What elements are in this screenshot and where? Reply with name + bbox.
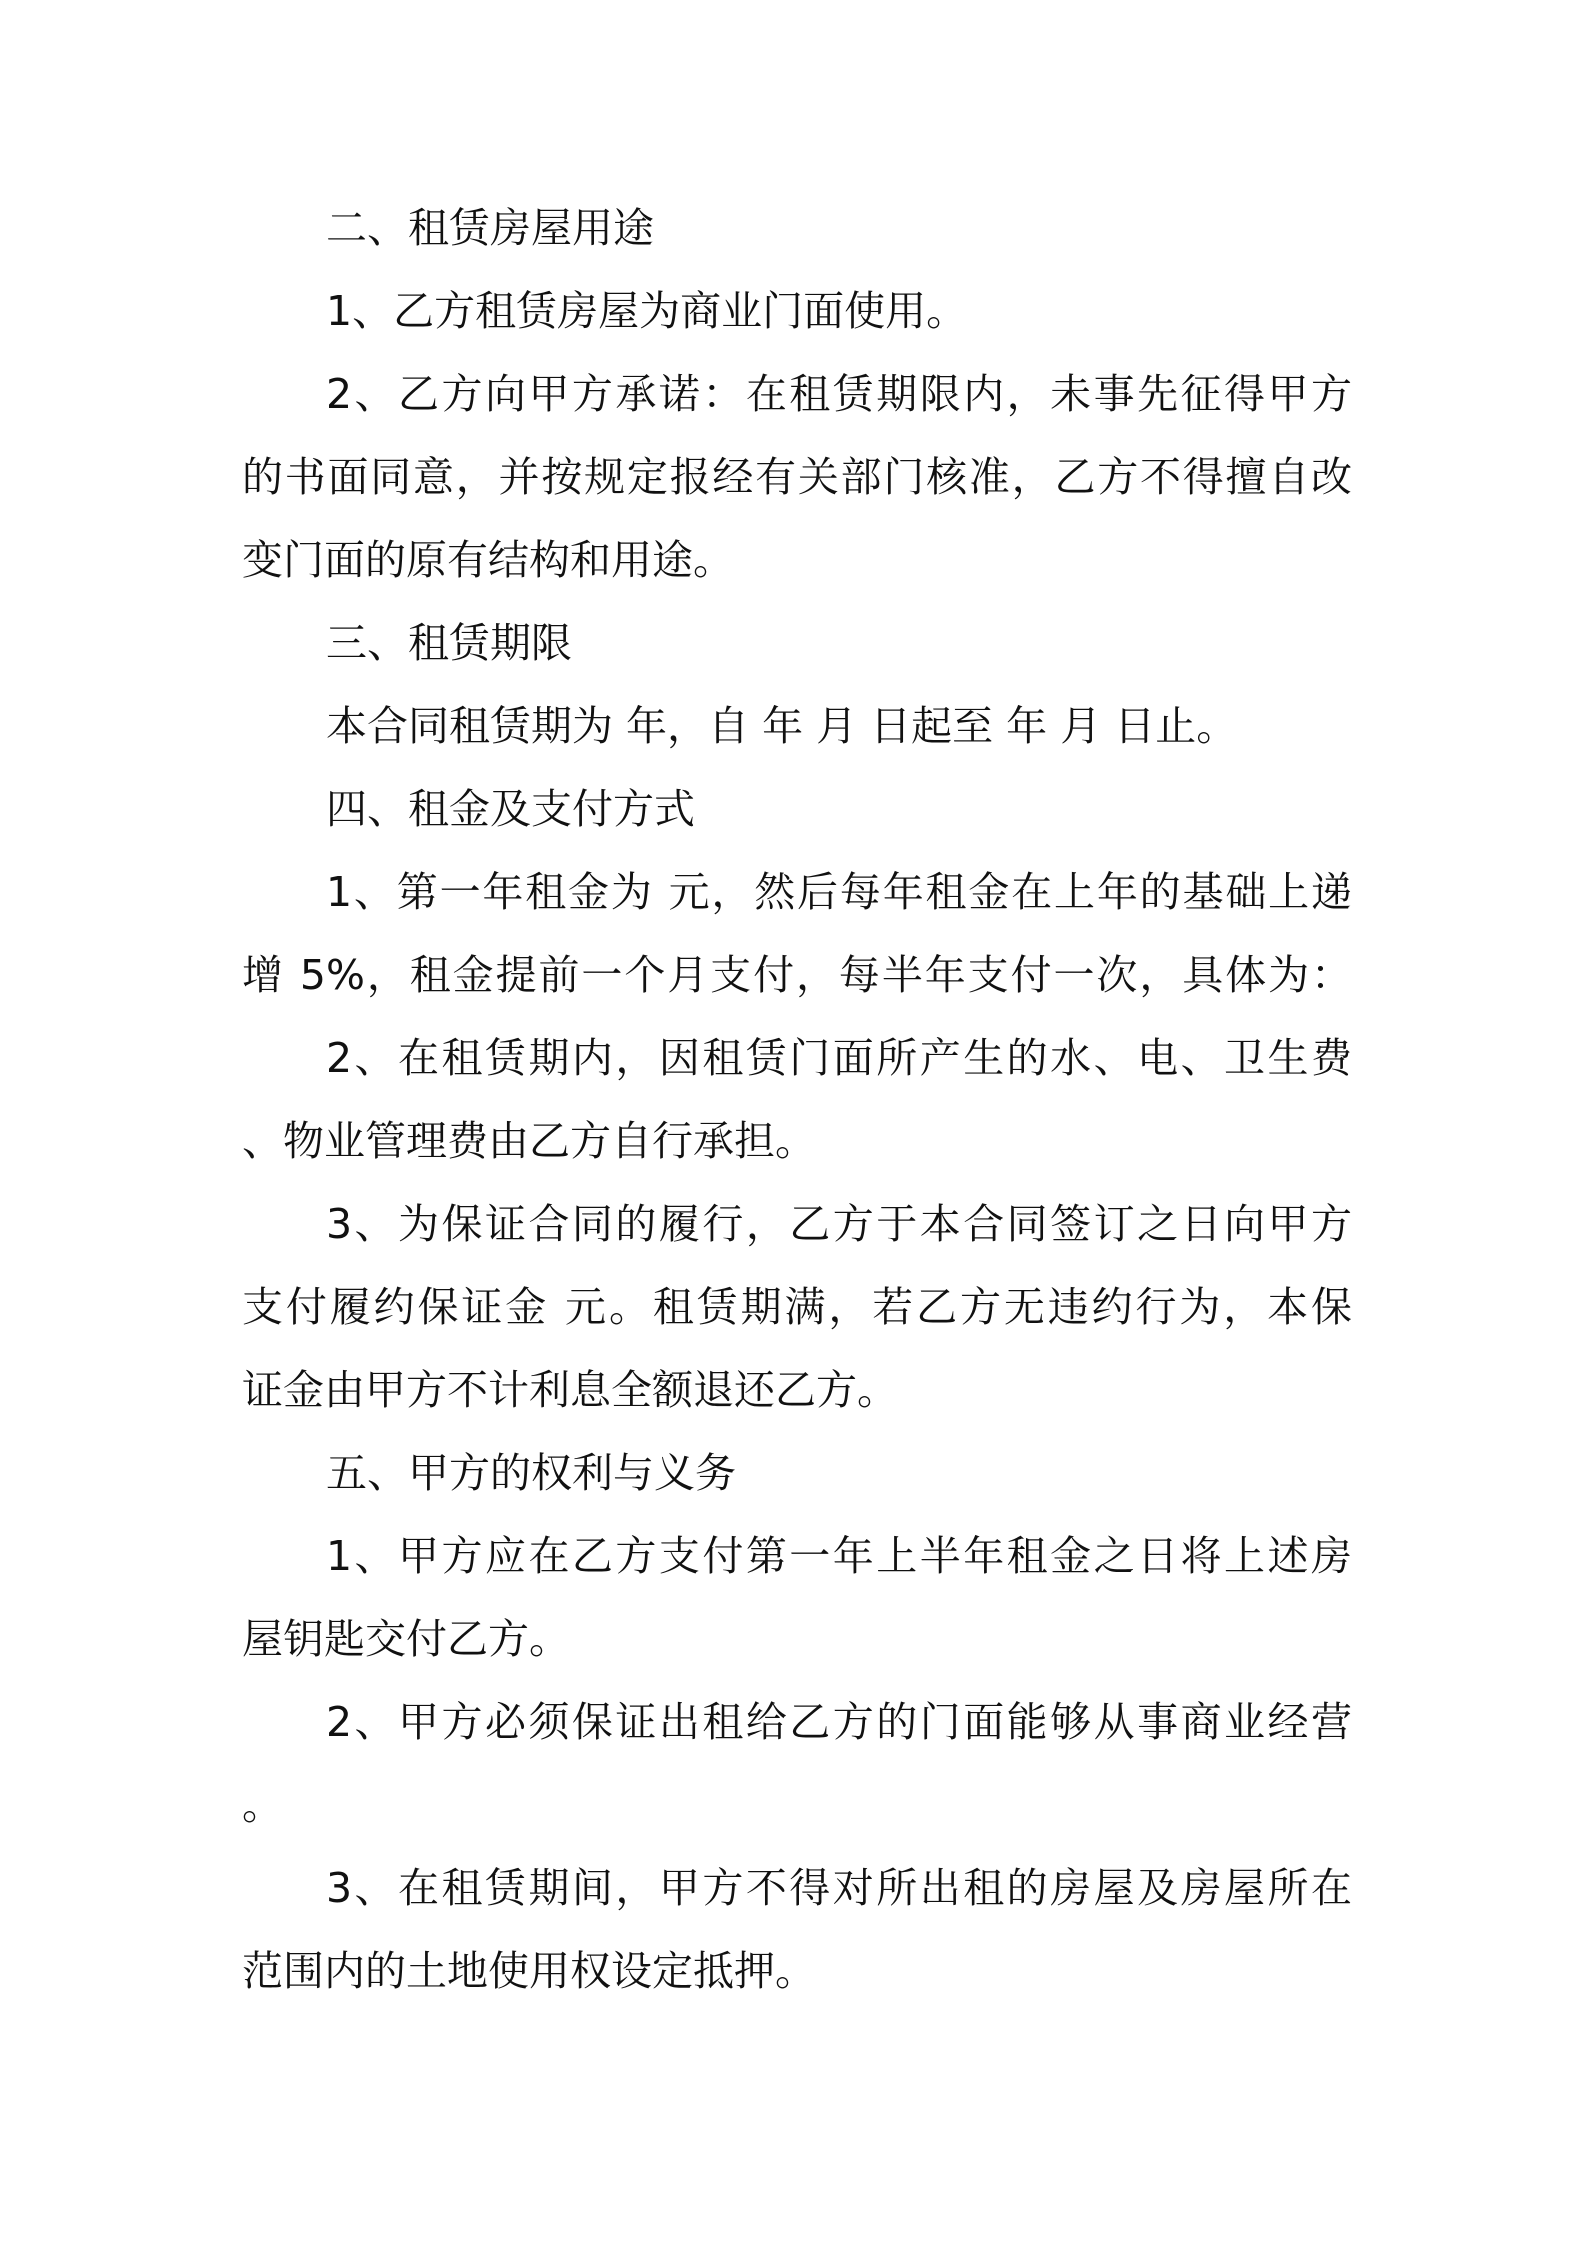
section-heading-term: 三、租赁期限 [326,619,572,667]
paragraph-line: 范围内的土地使用权设定抵押。 [242,1947,816,1995]
section-heading-purpose: 二、租赁房屋用途 [326,204,654,252]
paragraph-line: 1、乙方租赁房屋为商业门面使用。 [326,287,968,335]
paragraph-line: 1、甲方应在乙方支付第一年上半年租金之日将上述房 [326,1532,1352,1580]
paragraph-line: 2、乙方向甲方承诺：在租赁期限内，未事先征得甲方 [326,370,1352,418]
paragraph-line: 2、甲方必须保证出租给乙方的门面能够从事商业经营 [326,1698,1352,1746]
paragraph-line: 3、为保证合同的履行，乙方于本合同签订之日向甲方 [326,1200,1352,1248]
paragraph-line: 。 [242,1781,283,1829]
paragraph-line: 3、在租赁期间，甲方不得对所出租的房屋及房屋所在 [326,1864,1352,1912]
paragraph-line: 本合同租赁期为 年，自 年 月 日起至 年 月 日止。 [326,702,1238,750]
paragraph-line: 2、在租赁期内，因租赁门面所产生的水、电、卫生费 [326,1034,1352,1082]
paragraph-line: 证金由甲方不计利息全额退还乙方。 [242,1366,898,1414]
section-heading-landlord: 五、甲方的权利与义务 [326,1449,736,1497]
paragraph-line: 1、第一年租金为 元，然后每年租金在上年的基础上递 [326,868,1352,916]
paragraph-line: 增 5%，租金提前一个月支付，每半年支付一次，具体为： [242,951,1352,999]
paragraph-line: 支付履约保证金 元。租赁期满，若乙方无违约行为，本保 [242,1283,1352,1331]
paragraph-line: 屋钥匙交付乙方。 [242,1615,570,1663]
paragraph-line: 、物业管理费由乙方自行承担。 [242,1117,816,1165]
paragraph-line: 的书面同意，并按规定报经有关部门核准，乙方不得擅自改 [242,453,1352,501]
paragraph-line: 变门面的原有结构和用途。 [242,536,734,584]
section-heading-rent: 四、租金及支付方式 [326,785,695,833]
